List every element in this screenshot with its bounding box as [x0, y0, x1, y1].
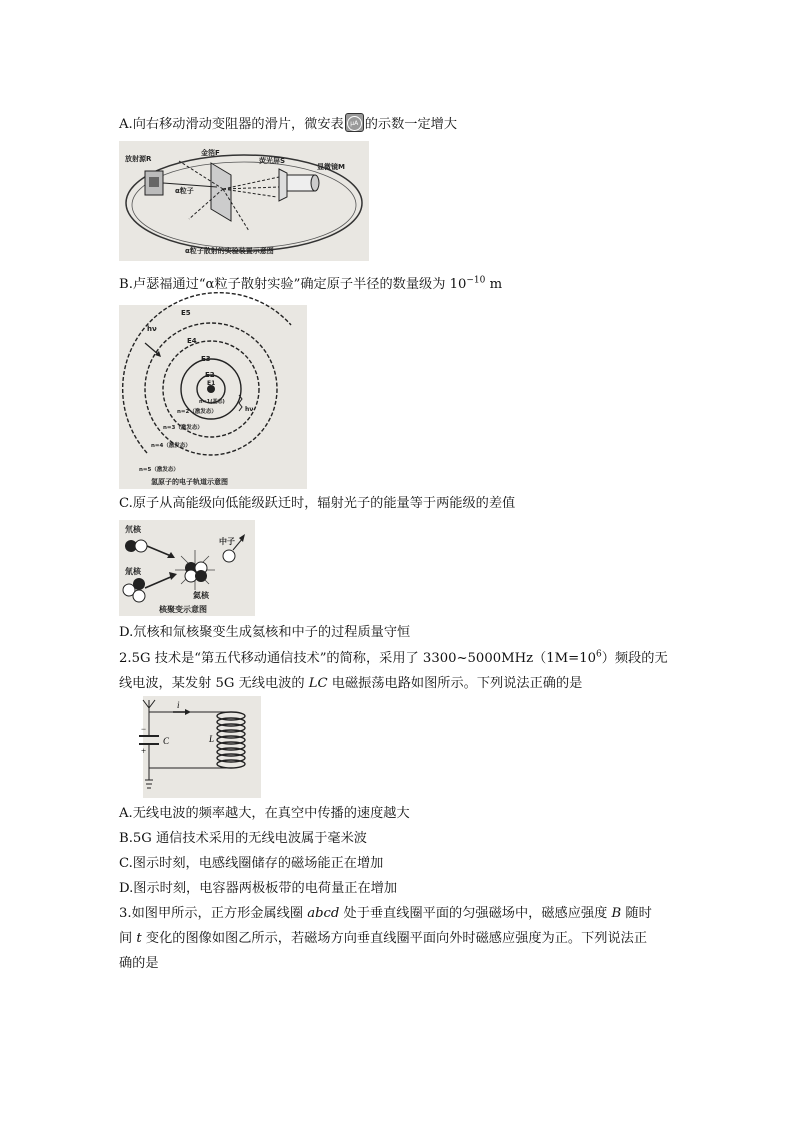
- label-e1: E1: [207, 380, 216, 387]
- label-n5: n=5（激发态）: [139, 467, 179, 473]
- option-b-unit: m: [485, 277, 503, 292]
- microammeter-icon: [345, 113, 364, 132]
- label-n3: n=3（激发态）: [163, 425, 203, 431]
- label-e4: E4: [187, 337, 197, 345]
- hydrogen-orbit-figure: [119, 305, 307, 489]
- q2-option-d: D.图示时刻，电容器两极板带的电荷量正在增加: [119, 881, 398, 896]
- q3-stem-line3: 确的是: [119, 956, 159, 971]
- q1-option-c: C.原子从高能级向低能级跃迁时，辐射光子的能量等于两能级的差值: [119, 496, 516, 511]
- label-hv-emit: hν: [245, 406, 254, 413]
- alpha-scattering-figure: [119, 141, 369, 261]
- lc-circuit-figure: [143, 696, 261, 798]
- q1-option-b: [119, 276, 502, 294]
- option-a-text: A.向右移动滑动变阻器的滑片，微安表: [119, 117, 344, 132]
- label-n1: n=1(基态): [199, 399, 225, 405]
- label-capacitor: C: [163, 736, 170, 746]
- figure-caption: 核聚变示意图: [159, 605, 207, 614]
- q1-option-a: [119, 113, 457, 134]
- label-e5: E5: [181, 309, 191, 317]
- label-e2: E2: [205, 371, 215, 379]
- option-b-text: B.卢瑟福通过“α粒子散射实验”确定原子半径的数量级为 10: [119, 277, 467, 292]
- q3-stem-line1: 3.如图甲所示，正方形金属线圈 abcd 处于垂直线圈平面的匀强磁场中，磁感应强度 B 随时: [119, 906, 652, 921]
- label-tritium: 氚核: [125, 567, 141, 576]
- q2-option-c: C.图示时刻，电感线圈储存的磁场能正在增加: [119, 856, 384, 871]
- option-a-text-end: 的示数一定增大: [364, 117, 458, 132]
- label-minus: −: [141, 724, 147, 734]
- label-e3: E3: [201, 355, 211, 363]
- label-helium: 氦核: [193, 591, 209, 600]
- label-microscope: 显微镜M: [317, 163, 345, 171]
- label-current: i: [177, 700, 180, 710]
- fusion-figure: [119, 520, 255, 616]
- q2-stem-line2: 线电波，某发射 5G 无线电波的 LC 电磁振荡电路如图所示。下列说法正确的是: [119, 676, 583, 691]
- label-source: 放射源R: [125, 155, 152, 163]
- label-alpha: α粒子: [175, 187, 194, 195]
- figure-caption: α粒子散射的实验装置示意图: [185, 247, 274, 255]
- q2-option-a: A.无线电波的频率越大，在真空中传播的速度越大: [119, 806, 410, 821]
- label-hv-absorb: hν: [147, 325, 157, 333]
- figure-caption: 氢原子的电子轨道示意图: [151, 478, 228, 486]
- label-neutron: 中子: [219, 537, 235, 546]
- label-plus: +: [141, 746, 147, 756]
- q3-stem-line2: 间 t 变化的图像如图乙所示，若磁场方向垂直线圈平面向外时磁感应强度为正。下列说法正: [119, 931, 648, 946]
- label-n2: n=2（激发态）: [177, 409, 217, 415]
- q2-stem-line1: 2.5G 技术是“第五代移动通信技术”的简称，采用了 $3300\sim 5000MHz(1M=10^6)$频段的无: [119, 649, 668, 666]
- q1-option-d: D.氘核和氚核聚变生成氦核和中子的过程质量守恒: [119, 625, 411, 640]
- label-screen: 荧光屏S: [259, 157, 286, 165]
- label-n4: n=4（激发态）: [151, 443, 191, 449]
- label-inductor: L: [209, 734, 215, 744]
- stem-exponent: 6: [595, 649, 602, 660]
- label-foil: 金箔F: [201, 149, 220, 157]
- label-deuterium: 氘核: [125, 525, 141, 534]
- option-b-exponent: −10: [466, 275, 486, 286]
- q2-option-b: B.5G 通信技术采用的无线电波属于毫米波: [119, 831, 367, 846]
